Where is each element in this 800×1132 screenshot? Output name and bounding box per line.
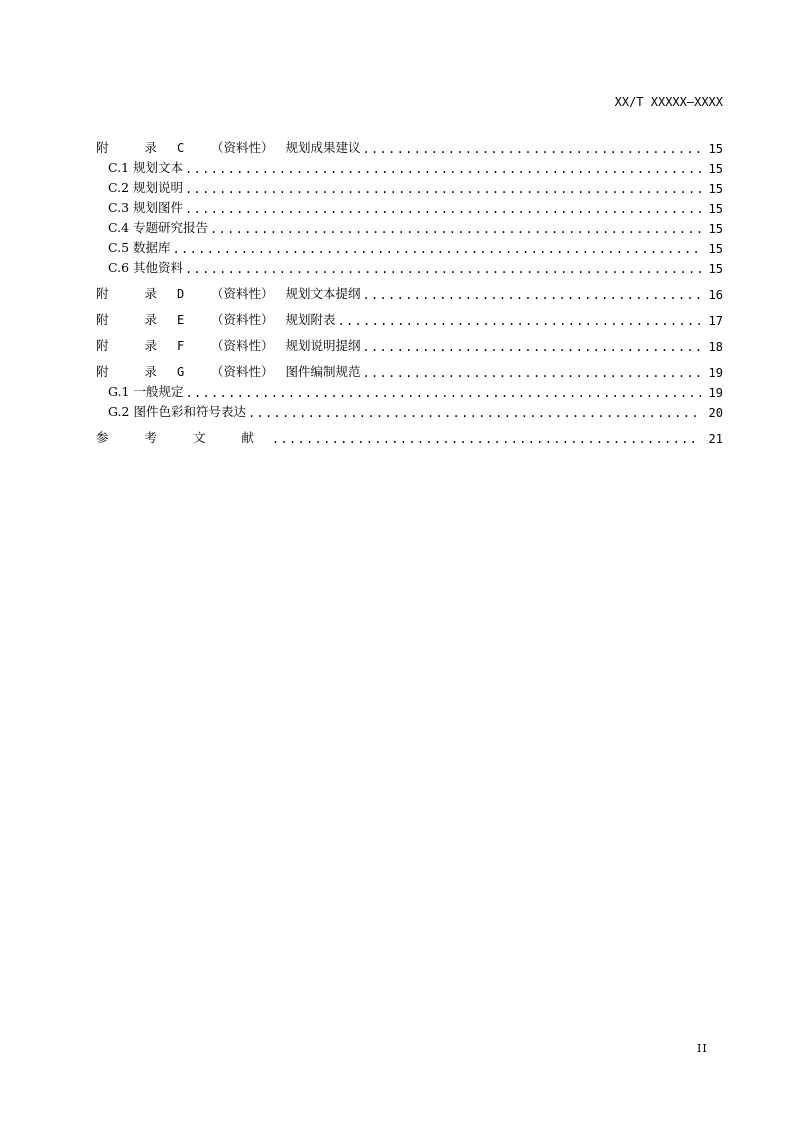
toc-leader-dots — [185, 386, 701, 400]
toc-leader-dots — [362, 340, 701, 354]
appendix-title: 规划文本提纲 — [285, 286, 361, 301]
references-title: 参 考 文 献 — [96, 430, 270, 445]
toc-entry-c5[interactable] — [96, 236, 723, 256]
toc-leader-dots — [210, 222, 701, 236]
toc-leader-dots — [248, 406, 701, 420]
toc-entry-title: C.6 其他资料 — [108, 260, 184, 275]
appendix-word: 附 录 — [96, 312, 173, 327]
toc-entry-title — [96, 362, 362, 380]
toc-leader-dots — [185, 262, 701, 276]
toc-entry-title: G.2 图件色彩和符号表达 — [108, 404, 246, 419]
toc-entry-appendix-e[interactable] — [96, 308, 723, 328]
appendix-letter: E — [176, 313, 185, 327]
table-of-contents — [96, 136, 723, 446]
toc-entry-appendix-c[interactable] — [96, 136, 723, 156]
toc-leader-dots — [362, 366, 701, 380]
appendix-word: 附 录 — [96, 338, 173, 353]
toc-entry-title — [96, 310, 337, 328]
appendix-title: 图件编制规范 — [285, 364, 361, 379]
toc-entry-c2[interactable] — [96, 176, 723, 196]
toc-leader-dots — [362, 142, 701, 156]
toc-entry-c1[interactable] — [96, 156, 723, 176]
toc-page-number: 21 — [708, 432, 723, 446]
toc-page-number: 16 — [708, 288, 723, 302]
toc-leader-dots — [362, 288, 701, 302]
appendix-letter: F — [176, 339, 185, 353]
appendix-title: 规划说明提纲 — [285, 338, 361, 353]
toc-entry-g1[interactable] — [96, 380, 723, 400]
toc-leader-dots — [337, 314, 701, 328]
toc-leader-dots — [185, 162, 701, 176]
appendix-type: （资料性） — [210, 312, 274, 327]
toc-entry-title: G.1 一般规定 — [108, 384, 184, 399]
toc-page-number: 15 — [708, 162, 723, 176]
toc-leader-dots — [185, 182, 701, 196]
toc-entry-title — [96, 284, 362, 302]
toc-entry-g2[interactable] — [96, 400, 723, 420]
appendix-title: 规划附表 — [285, 312, 336, 327]
appendix-word: 附 录 — [96, 286, 173, 301]
toc-leader-dots — [173, 242, 701, 256]
toc-page-number: 15 — [708, 202, 723, 216]
document-code: XX/T XXXXX—XXXX — [614, 95, 723, 109]
toc-entry-title: C.2 规划说明 — [108, 180, 184, 195]
toc-leader-dots — [272, 432, 701, 446]
toc-page-number: 17 — [708, 314, 723, 328]
toc-entry-c3[interactable] — [96, 196, 723, 216]
toc-page-number: 20 — [708, 406, 723, 420]
toc-page-number: 15 — [708, 242, 723, 256]
toc-entry-appendix-f[interactable] — [96, 334, 723, 354]
toc-page-number: 15 — [708, 262, 723, 276]
toc-page-number: 15 — [708, 182, 723, 196]
appendix-title: 规划成果建议 — [285, 140, 361, 155]
toc-page-number: 19 — [708, 366, 723, 380]
appendix-type: （资料性） — [210, 338, 274, 353]
appendix-type: （资料性） — [210, 286, 274, 301]
toc-entry-title: C.4 专题研究报告 — [108, 220, 209, 235]
toc-page-number: 19 — [708, 386, 723, 400]
toc-entry-references[interactable] — [96, 426, 723, 446]
toc-entry-title: C.3 规划图件 — [108, 200, 184, 215]
appendix-letter: D — [176, 287, 185, 301]
toc-entry-title: C.5 数据库 — [108, 240, 171, 255]
appendix-letter: G — [176, 365, 185, 379]
toc-leader-dots — [185, 202, 701, 216]
toc-entry-appendix-g[interactable] — [96, 360, 723, 380]
toc-entry-c4[interactable] — [96, 216, 723, 236]
page-number: II — [697, 1042, 708, 1055]
appendix-type: （资料性） — [210, 140, 274, 155]
appendix-letter: C — [176, 141, 185, 155]
appendix-word: 附 录 — [96, 140, 173, 155]
toc-entry-title: C.1 规划文本 — [108, 160, 184, 175]
appendix-type: （资料性） — [210, 364, 274, 379]
toc-page-number: 18 — [708, 340, 723, 354]
toc-page-number: 15 — [708, 222, 723, 236]
toc-page-number: 15 — [708, 142, 723, 156]
toc-entry-c6[interactable] — [96, 256, 723, 276]
toc-entry-title — [96, 138, 362, 156]
toc-entry-title — [96, 336, 362, 354]
appendix-word: 附 录 — [96, 364, 173, 379]
toc-entry-appendix-d[interactable] — [96, 282, 723, 302]
